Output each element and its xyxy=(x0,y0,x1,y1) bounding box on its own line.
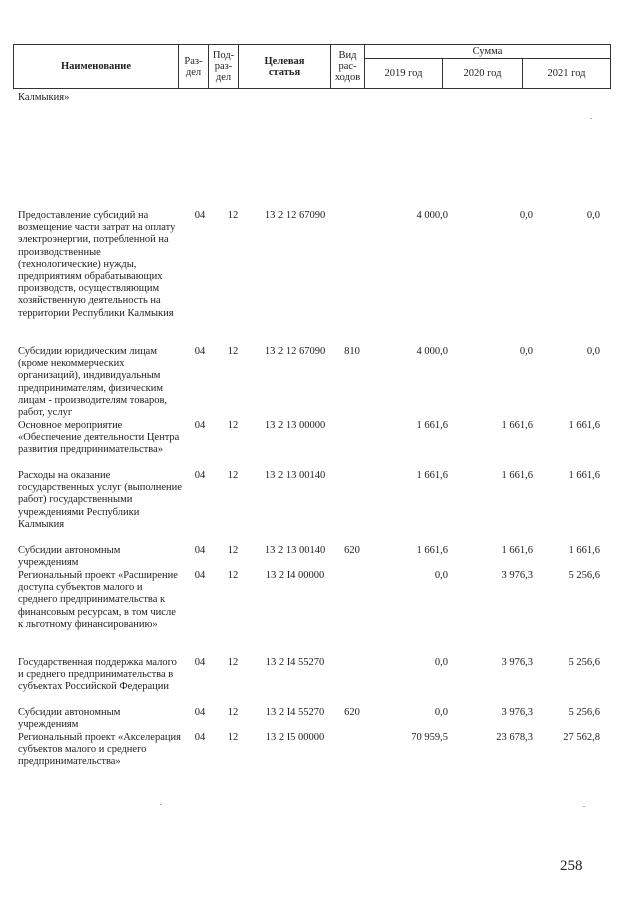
row-name: Региональный проект «Расширение доступа субъектов малого и среднего предпринимательства к финансовым ресурсам, в том числе к льготному финансированию» xyxy=(18,570,178,630)
row-2020: 1 661,6 xyxy=(501,470,533,481)
row-razdel: 04 xyxy=(194,732,206,743)
scan-speck xyxy=(160,804,162,805)
row-tsel: 13 2 12 67090 xyxy=(264,210,326,221)
row-name: Региональный проект «Акселерация субъектов малого и среднего предпринимательства» xyxy=(18,732,181,768)
row-podrazdel: 12 xyxy=(227,545,239,556)
row-razdel: 04 xyxy=(194,420,206,431)
row-2020: 23 678,3 xyxy=(496,732,533,743)
row-tsel: 13 2 I4 55270 xyxy=(265,707,325,718)
row-2019: 4 000,0 xyxy=(416,210,448,221)
row-podrazdel: 12 xyxy=(227,210,239,221)
header-2019: 2019 год xyxy=(365,59,443,89)
page-number: 258 xyxy=(560,858,583,874)
row-2020: 1 661,6 xyxy=(501,420,533,431)
row-vid: 810 xyxy=(344,346,360,357)
row-2021: 27 562,8 xyxy=(563,732,600,743)
row-razdel: 04 xyxy=(194,707,206,718)
row-2021: 5 256,6 xyxy=(568,707,600,718)
row-tsel: 13 2 I4 00000 xyxy=(265,570,325,581)
row-2019: 70 959,5 xyxy=(411,732,448,743)
row-podrazdel: 12 xyxy=(227,346,239,357)
row-tsel: 13 2 I5 00000 xyxy=(265,732,325,743)
carry-over-text: Калмыкия» xyxy=(18,92,70,103)
row-2019: 1 661,6 xyxy=(416,545,448,556)
row-2019: 1 661,6 xyxy=(416,420,448,431)
row-2019: 0,0 xyxy=(434,657,448,668)
row-2021: 1 661,6 xyxy=(568,470,600,481)
row-2021: 1 661,6 xyxy=(568,545,600,556)
row-2020: 3 976,3 xyxy=(501,570,533,581)
header-podrazdel: Под- раз- дел xyxy=(209,45,239,89)
row-2020: 0,0 xyxy=(519,346,533,357)
row-2021: 0,0 xyxy=(586,210,600,221)
header-2020: 2020 год xyxy=(443,59,523,89)
row-name: Субсидии автономным учреждениям xyxy=(18,707,121,731)
header-tsel: Целевая статья xyxy=(239,45,331,89)
row-2021: 0,0 xyxy=(586,346,600,357)
row-2019: 0,0 xyxy=(434,707,448,718)
row-2019: 1 661,6 xyxy=(416,470,448,481)
row-name: Основное мероприятие «Обеспечение деятельности Центра развития предпринимательства» xyxy=(18,420,180,456)
header-vid: Вид рас- ходов xyxy=(331,45,365,89)
row-vid: 620 xyxy=(344,707,360,718)
scan-speck xyxy=(590,118,592,119)
row-tsel: 13 2 13 00140 xyxy=(264,545,326,556)
row-2020: 0,0 xyxy=(519,210,533,221)
row-razdel: 04 xyxy=(194,657,206,668)
row-podrazdel: 12 xyxy=(227,420,239,431)
row-razdel: 04 xyxy=(194,570,206,581)
row-2020: 3 976,3 xyxy=(501,707,533,718)
table-header xyxy=(13,44,611,89)
row-2021: 1 661,6 xyxy=(568,420,600,431)
row-podrazdel: 12 xyxy=(227,570,239,581)
row-name: Субсидии автономным учреждениям xyxy=(18,545,121,569)
header-summa: Сумма xyxy=(365,45,611,59)
row-2020: 1 661,6 xyxy=(501,545,533,556)
row-razdel: 04 xyxy=(194,346,206,357)
row-podrazdel: 12 xyxy=(227,657,239,668)
row-name: Государственная поддержка малого и среднего предпринимательства в субъектах Российской Федерации xyxy=(18,657,177,693)
row-2021: 5 256,6 xyxy=(568,657,600,668)
row-podrazdel: 12 xyxy=(227,470,239,481)
row-2021: 5 256,6 xyxy=(568,570,600,581)
row-name: Расходы на оказание государственных услуг (выполнение работ) государственными учреждениями Республики Калмыкия xyxy=(18,470,182,530)
row-tsel: 13 2 12 67090 xyxy=(264,346,326,357)
row-podrazdel: 12 xyxy=(227,732,239,743)
row-razdel: 04 xyxy=(194,210,206,221)
row-podrazdel: 12 xyxy=(227,707,239,718)
header-2021: 2021 год xyxy=(523,59,611,89)
row-2019: 0,0 xyxy=(434,570,448,581)
row-name: Субсидии юридическим лицам (кроме некоммерческих организаций), индивидуальным предпринимателям, физическим лицам - производителям товаров, работ, услуг xyxy=(18,346,168,419)
row-2019: 4 000,0 xyxy=(416,346,448,357)
row-2020: 3 976,3 xyxy=(501,657,533,668)
row-razdel: 04 xyxy=(194,545,206,556)
scan-speck xyxy=(583,806,585,807)
row-name: Предоставление субсидий на возмещение части затрат на оплату электроэнергии, потребленной на производственные (технологические) нужды, предприятиям обрабатывающих производств, осуществляющим хозяйственную деятельность на территории Республики Калмыкия xyxy=(18,210,176,319)
row-tsel: 13 2 13 00140 xyxy=(264,470,326,481)
row-razdel: 04 xyxy=(194,470,206,481)
row-tsel: 13 2 I4 55270 xyxy=(265,657,325,668)
header-razdel: Раз- дел xyxy=(179,45,209,89)
header-name: Наименование xyxy=(14,45,179,89)
row-vid: 620 xyxy=(344,545,360,556)
row-tsel: 13 2 13 00000 xyxy=(264,420,326,431)
